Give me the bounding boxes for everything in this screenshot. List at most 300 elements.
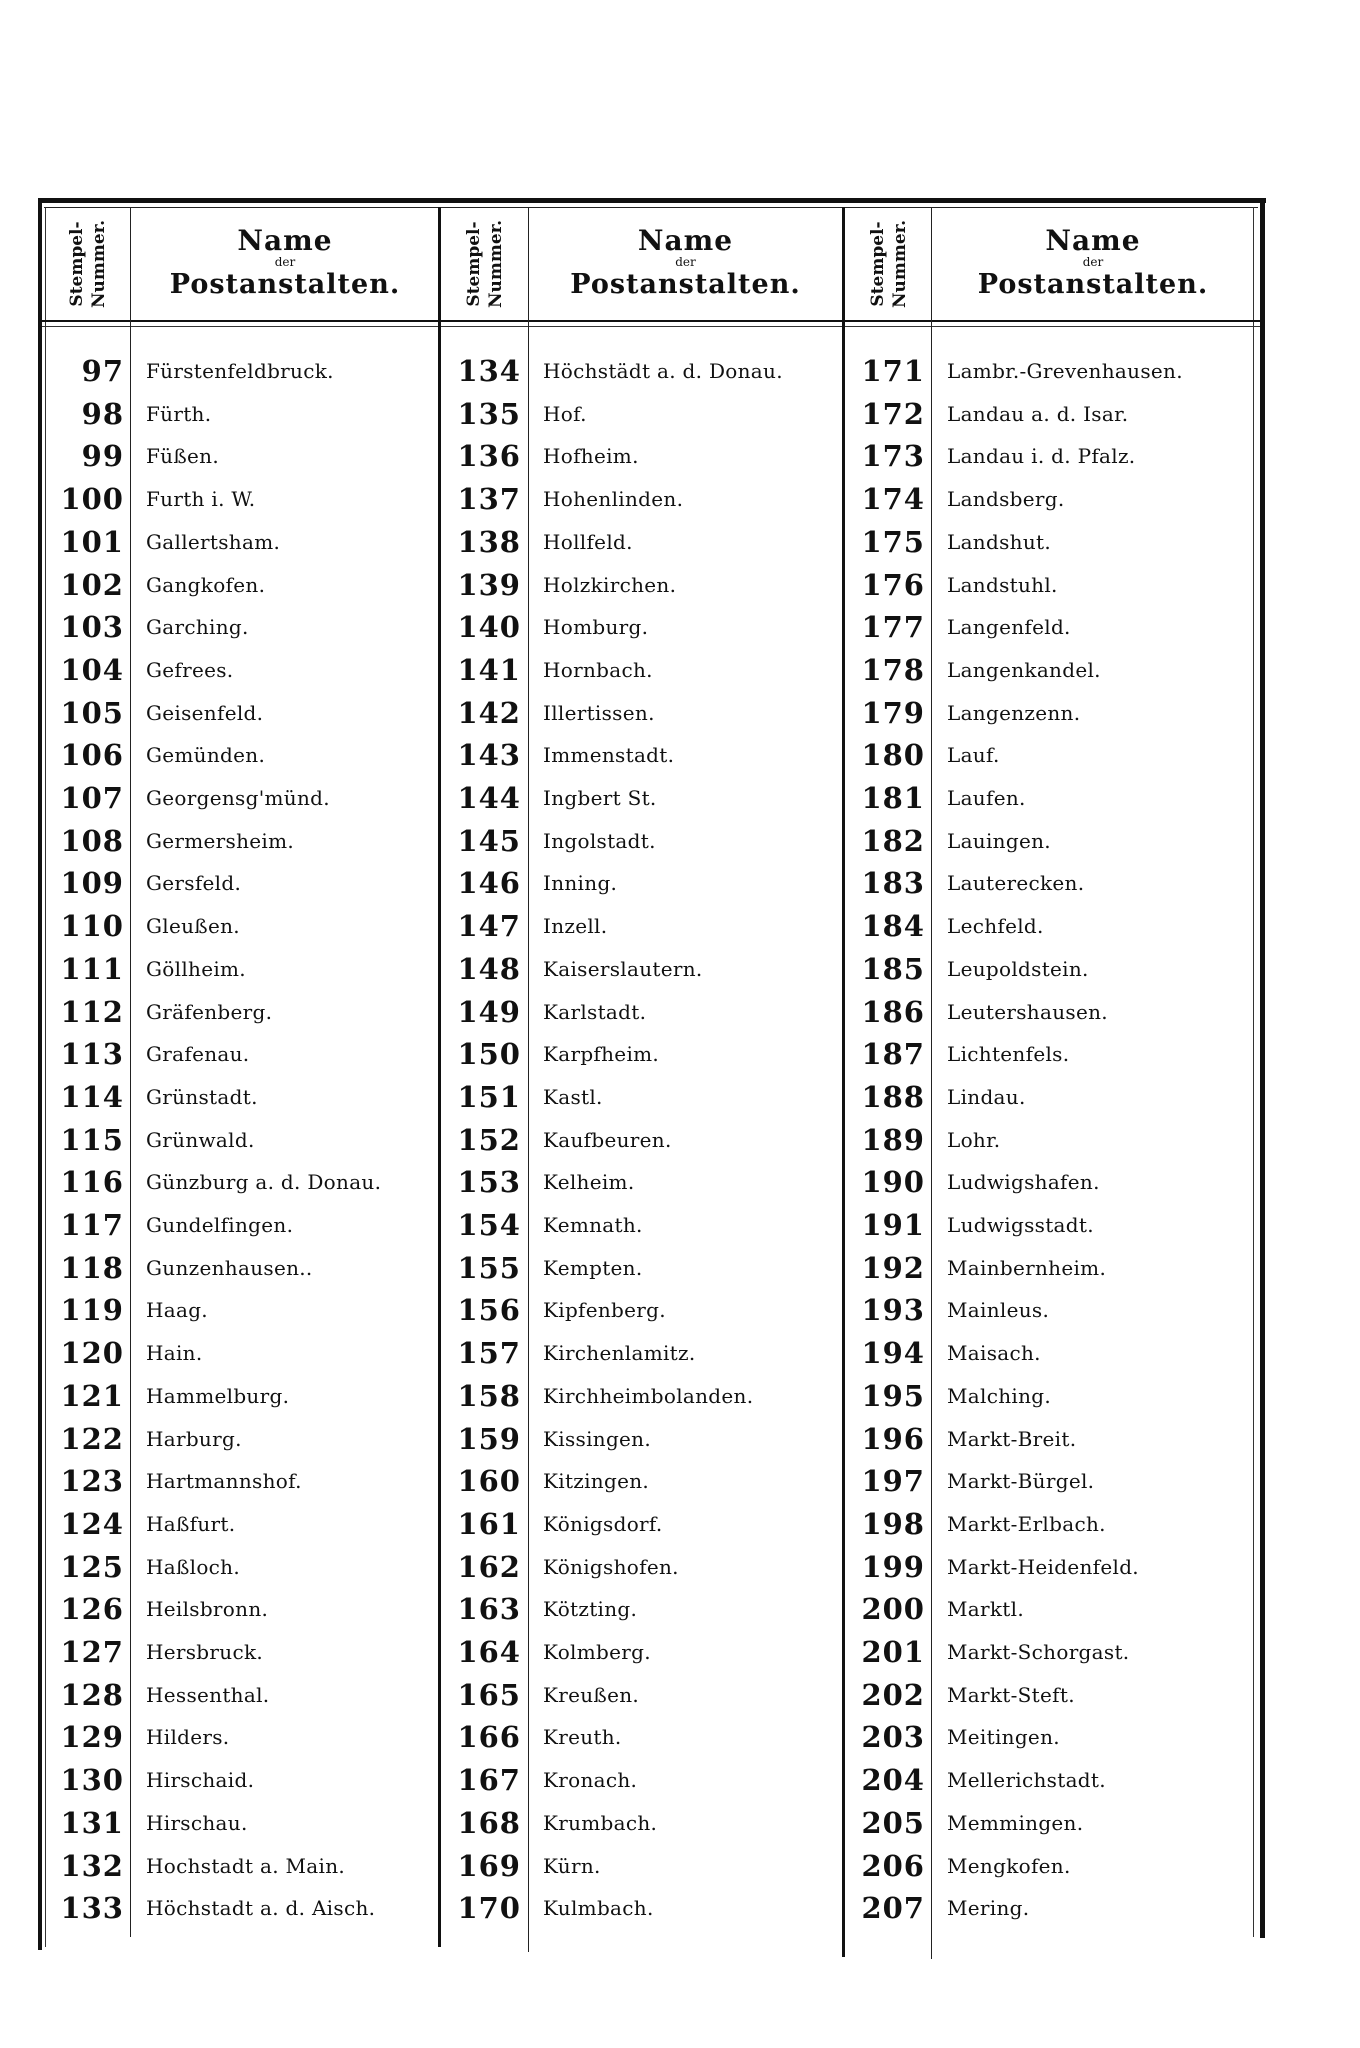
table-row [845,862,1084,904]
table-row [44,734,265,776]
table-row [845,734,1000,776]
post-office-name: Haag. [146,1298,208,1323]
stamp-number: 128 [60,1677,124,1712]
table-row [441,692,655,734]
post-office-name: Hof. [543,401,587,426]
post-office-name: Lichtenfels. [947,1042,1070,1067]
post-office-name: Kissingen. [543,1426,652,1451]
table-row [845,1119,1000,1161]
post-office-name: Ludwigsstadt. [947,1213,1094,1237]
stamp-number: 195 [861,1378,925,1413]
post-office-name: Kolmberg. [543,1640,651,1664]
stamp-number: 122 [60,1421,124,1456]
post-office-name: Markt-Steft. [947,1682,1075,1707]
stamp-number: 101 [60,524,124,559]
post-office-name: Homburg. [543,615,649,640]
table-row [441,1119,672,1161]
header-number-label: Nummer. [89,219,110,309]
stamp-number: 118 [60,1250,124,1285]
post-office-name: Hornbach. [543,657,653,682]
post-office-name: Gefrees. [146,657,234,682]
table-row [44,1546,240,1588]
table-row [441,606,648,648]
post-office-name: Holzkirchen. [543,572,677,597]
table-row [44,1716,229,1758]
stamp-number: 201 [861,1635,925,1669]
post-office-name: Mainleus. [947,1298,1050,1323]
stamp-number: 140 [457,610,521,645]
table-row [845,1802,1083,1844]
stamp-number: 103 [60,610,124,645]
post-office-name: Grünstadt. [146,1084,258,1109]
table-row [845,350,1183,392]
post-office-name: Lohr. [947,1127,1001,1152]
post-office-name: Landau a. d. Isar. [947,401,1129,426]
post-office-name: Kürn. [543,1853,601,1878]
table-row [44,1119,255,1161]
header-stamp-label: Stempel- [67,221,88,307]
stamp-number: 193 [861,1293,925,1328]
stamp-number: 158 [457,1378,521,1413]
post-office-name: Ingbert St. [543,786,657,810]
table-row [441,1716,622,1758]
table-row [44,1460,302,1502]
table-row [845,1076,1026,1118]
post-office-name: Ingolstadt. [543,828,656,853]
table-row [441,1631,651,1673]
header-name-subtitle: Postanstalten. [977,269,1209,300]
stamp-number: 108 [60,823,124,858]
stamp-number: 146 [457,866,521,901]
table-row [845,649,1101,691]
stamp-number: 111 [60,951,124,986]
table-left-rule [38,198,42,1950]
table-row [44,1674,269,1716]
header-post-office-name [529,210,842,318]
post-office-name: Hessenthal. [146,1682,270,1707]
stamp-number: 187 [861,1037,925,1072]
stamp-number: 164 [457,1635,521,1669]
stamp-number: 165 [457,1677,521,1712]
table-row [44,692,263,734]
stamp-number: 170 [457,1891,521,1926]
table-row [44,1332,203,1374]
post-office-name: Karpfheim. [543,1042,660,1067]
table-row [44,1247,313,1289]
table-row [441,649,653,691]
table-row [44,1887,375,1929]
stamp-number: 104 [60,652,124,687]
table-row [845,1588,1024,1630]
table-row [44,1161,381,1203]
stamp-number: 197 [861,1464,925,1499]
header-stamp-number [441,210,529,318]
table-row [44,564,265,606]
stamp-number: 129 [60,1720,124,1755]
stamp-number: 178 [861,652,925,687]
stamp-number: 137 [457,482,521,517]
stamp-number: 154 [457,1208,521,1242]
post-office-name: Maisach. [947,1341,1041,1366]
table-row [845,1716,1060,1758]
stamp-number: 177 [861,610,925,645]
post-office-name: Kelheim. [543,1170,635,1195]
stamp-number: 149 [457,994,521,1029]
post-office-name: Mering. [947,1896,1030,1921]
table-row [44,606,249,648]
post-office-name: Kastl. [543,1084,603,1109]
post-office-name: Gemünden. [146,743,266,768]
header-stamp-number [44,210,132,318]
header-number-label: Nummer. [890,219,911,309]
stamp-number: 194 [861,1336,925,1371]
table-row [845,905,1044,947]
post-office-name: Grafenau. [146,1042,250,1067]
post-office-name: Kreuth. [543,1725,622,1750]
post-office-name: Kirchenlamitz. [543,1341,696,1366]
stamp-number: 186 [861,994,925,1029]
post-office-name: Markt-Breit. [947,1426,1077,1451]
stamp-number: 181 [861,781,925,815]
table-row [44,1503,235,1545]
table-row [441,948,703,990]
table-row [44,1588,268,1630]
post-office-name: Mainbernheim. [947,1255,1107,1280]
stamp-number: 156 [457,1293,521,1328]
post-office-name: Germersheim. [146,828,295,853]
post-office-name: Markt-Bürgel. [947,1469,1095,1494]
table-row [845,1247,1106,1289]
table-row [441,1375,753,1417]
header-stamp-number [845,210,933,318]
table-row [845,1546,1139,1588]
table-row [441,905,607,947]
table-right-rule [1260,198,1265,1938]
post-office-name: Laufen. [947,786,1026,810]
header-name-subtitle: Postanstalten. [169,269,401,300]
stamp-number: 192 [861,1250,925,1285]
post-office-name: Gräfenberg. [146,999,273,1024]
table-row [845,1503,1106,1545]
stamp-number: 124 [60,1506,124,1541]
stamp-number: 189 [861,1122,925,1157]
table-row [845,1460,1094,1502]
table-row [441,478,683,520]
table-row [845,606,1071,648]
post-office-name: Kreußen. [543,1682,640,1707]
table-row [44,991,272,1033]
post-office-name: Lambr.-Grevenhausen. [947,359,1183,383]
table-row [845,1418,1076,1460]
post-office-name: Kötzting. [543,1597,638,1622]
post-office-name: Lauingen. [947,828,1051,853]
table-row [441,777,657,819]
table-row [44,905,240,947]
table-row [845,991,1108,1033]
table-row [845,1375,1051,1417]
post-office-name: Hochstadt a. Main. [146,1853,346,1878]
post-office-name: Hilders. [146,1725,230,1750]
stamp-number: 141 [457,652,521,687]
stamp-number: 114 [60,1079,124,1114]
stamp-number: 202 [861,1677,925,1712]
post-office-name: Gersfeld. [146,871,242,896]
table-row [441,734,674,776]
stamp-number: 130 [60,1763,124,1798]
table-row [441,991,646,1033]
post-office-name: Kitzingen. [543,1469,650,1494]
post-office-name: Geisenfeld. [146,700,264,725]
table-row [44,1845,345,1887]
stamp-number: 110 [60,909,124,944]
post-office-name: Leutershausen. [947,999,1108,1024]
table-row [441,1247,643,1289]
stamp-number: 120 [60,1336,124,1371]
stamp-number: 198 [861,1506,925,1541]
table-row [845,820,1051,862]
table-row [441,1759,637,1801]
post-office-name: Garching. [146,615,249,640]
stamp-number: 171 [861,354,925,388]
post-office-name: Lauterecken. [947,871,1085,896]
post-office-name: Leupoldstein. [947,956,1089,981]
stamp-number: 162 [457,1549,521,1584]
stamp-number: 169 [457,1848,521,1883]
table-row [441,1845,601,1887]
table-row [845,1332,1041,1374]
post-office-name: Langenzenn. [947,700,1081,725]
post-office-name: Hohenlinden. [543,487,684,512]
table-row [44,1759,254,1801]
post-office-name: Langenfeld. [947,615,1071,640]
header-name-subtitle: Postanstalten. [570,269,801,300]
stamp-number: 166 [457,1720,521,1755]
stamp-number: 155 [457,1250,521,1285]
table-row [845,1033,1069,1075]
table-row [44,1418,242,1460]
stamp-number: 143 [457,738,521,773]
post-office-name: Karlstadt. [543,999,647,1024]
stamp-number: 119 [60,1293,124,1328]
stamp-number: 207 [861,1891,925,1926]
post-office-name: Hammelburg. [146,1383,290,1408]
table-row [845,393,1128,435]
stamp-number: 134 [457,354,521,388]
post-office-name: Landstuhl. [947,572,1058,597]
table-row [441,1588,637,1630]
stamp-number: 125 [60,1549,124,1584]
stamp-number: 97 [81,354,124,388]
post-office-name: Lechfeld. [947,914,1044,939]
header-name-der: der [675,255,696,269]
table-row [441,1289,666,1331]
stamp-number: 159 [457,1421,521,1456]
post-office-name: Meitingen. [947,1725,1060,1750]
post-office-name: Memmingen. [947,1810,1084,1835]
post-office-name: Furth i. W. [146,487,256,512]
post-office-name: Markt-Heidenfeld. [947,1554,1139,1579]
stamp-number: 161 [457,1506,521,1541]
table-row [44,435,219,477]
post-office-name: Gleußen. [146,914,240,939]
stamp-number: 123 [60,1464,124,1499]
table-row [845,478,1065,520]
header-name-title: Name [1045,224,1141,257]
post-office-name: Höchstädt a. d. Donau. [543,359,783,383]
post-office-name: Hain. [146,1341,203,1366]
table-row [441,1161,634,1203]
stamp-number: 133 [60,1891,124,1926]
table-row [44,478,255,520]
table-row [845,435,1135,477]
stamp-number: 151 [457,1079,521,1114]
stamp-number: 142 [457,695,521,730]
stamp-number: 163 [457,1592,521,1627]
stamp-number: 179 [861,695,925,730]
stamp-number: 174 [861,482,925,517]
table-row [441,1887,654,1929]
header-name-title: Name [637,224,734,257]
table-row [44,521,280,563]
stamp-number: 173 [861,439,925,474]
stamp-number: 188 [861,1079,925,1114]
post-office-name: Kirchheimbolanden. [543,1383,754,1408]
table-row [441,1674,639,1716]
stamp-number: 113 [60,1037,124,1072]
post-office-name: Hirschaid. [146,1768,255,1793]
header-number-label: Nummer. [486,219,507,309]
stamp-number: 196 [861,1421,925,1456]
post-office-name: Marktl. [947,1597,1024,1622]
table-row [44,777,330,819]
stamp-number: 180 [861,738,925,773]
post-office-name: Kronach. [543,1768,638,1793]
post-office-name: Gunzenhausen.. [146,1255,313,1280]
table-row [441,1076,603,1118]
table-row [44,649,233,691]
stamp-number: 191 [861,1208,925,1242]
post-office-name: Königsdorf. [543,1511,663,1536]
header-post-office-name [933,210,1253,318]
post-office-name: Markt-Erlbach. [947,1511,1106,1536]
stamp-number: 144 [457,781,521,815]
stamp-number: 152 [457,1122,521,1157]
table-row [845,1289,1049,1331]
table-row [441,521,633,563]
table-row [845,1204,1094,1246]
stamp-number: 150 [457,1037,521,1072]
stamp-number: 139 [457,567,521,602]
table-row [441,1332,696,1374]
stamp-number: 145 [457,823,521,858]
table-row [441,393,587,435]
post-office-name: Kaiserslautern. [543,956,703,981]
table-row [44,1631,263,1673]
table-row [845,1674,1075,1716]
post-office-name: Heilsbronn. [146,1597,269,1622]
post-office-name: Grünwald. [146,1127,255,1152]
table-row [845,521,1051,563]
stamp-number: 106 [60,738,124,773]
post-office-name: Kempten. [543,1255,643,1280]
stamp-number: 147 [457,909,521,944]
stamp-number: 148 [457,951,521,986]
stamp-number: 109 [60,866,124,901]
stamp-number: 99 [81,439,124,474]
table-row [44,1204,293,1246]
table-row [441,862,617,904]
table-row [44,1802,248,1844]
table-row [845,1887,1029,1929]
header-stamp-label: Stempel- [868,221,889,307]
table-row [441,1546,679,1588]
table-right-inner-rule [1253,207,1254,1937]
stamp-number: 204 [861,1763,925,1798]
table-row [441,564,676,606]
table-row [845,777,1026,819]
post-office-name: Harburg. [146,1426,242,1451]
stamp-number: 206 [861,1848,925,1883]
post-office-name: Göllheim. [146,956,246,981]
post-office-name: Lauf. [947,743,1000,768]
stamp-number: 175 [861,524,925,559]
stamp-number: 184 [861,909,925,944]
stamp-number: 199 [861,1549,925,1584]
post-office-name: Hartmannshof. [146,1469,302,1494]
stamp-number: 172 [861,396,925,431]
post-office-name: Lindau. [947,1084,1026,1109]
post-office-name: Mengkofen. [947,1853,1071,1878]
stamp-number: 167 [457,1763,521,1798]
post-office-name: Füßen. [146,444,219,469]
table-row [441,1033,659,1075]
post-office-name: Gangkofen. [146,572,266,597]
table-row [845,1161,1100,1203]
post-office-name: Illertissen. [543,700,655,725]
stamp-number: 168 [457,1805,521,1840]
header-name-title: Name [237,224,333,257]
post-office-name: Landshut. [947,529,1052,554]
table-row [845,1845,1071,1887]
stamp-number: 135 [457,396,521,431]
table-row [845,948,1089,990]
post-office-name: Inzell. [543,914,608,939]
stamp-number: 176 [861,567,925,602]
post-office-name: Georgensg'münd. [146,786,330,810]
post-office-name: Königshofen. [543,1554,679,1579]
post-office-name: Krumbach. [543,1810,658,1835]
post-office-name: Markt-Schorgast. [947,1640,1130,1664]
post-office-name: Malching. [947,1383,1052,1408]
table-row [441,1802,657,1844]
stamp-number: 203 [861,1720,925,1755]
post-office-name: Inning. [543,871,618,896]
stamp-number: 136 [457,439,521,474]
table-row [44,820,294,862]
post-office-name: Hofheim. [543,444,639,469]
stamp-number: 112 [60,994,124,1029]
post-office-name: Hollfeld. [543,529,633,554]
header-name-der: der [274,255,296,269]
post-office-name: Günzburg a. d. Donau. [146,1170,382,1195]
post-office-name: Kipfenberg. [543,1298,666,1323]
stamp-number: 107 [60,781,124,815]
post-office-name: Landsberg. [947,487,1065,512]
stamp-number: 182 [861,823,925,858]
post-office-name: Mellerichstadt. [947,1768,1106,1793]
table-row [845,692,1080,734]
stamp-number: 98 [81,396,124,431]
